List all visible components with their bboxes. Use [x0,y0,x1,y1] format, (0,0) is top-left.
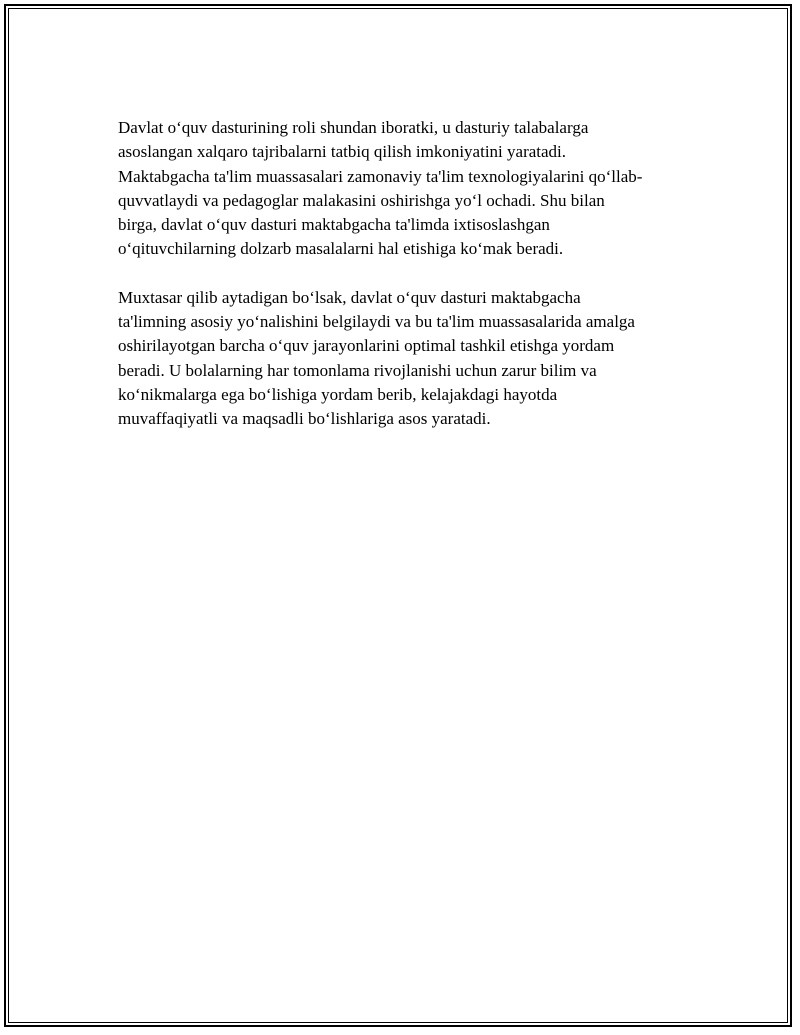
text-line: ko‘nikmalarga ega bo‘lishiga yordam berib, kelajakdagi hayotda [118,384,558,404]
paragraph-1 [118,116,688,262]
text-line: o‘qituvchilarning dolzarb masalalarni hal etishiga ko‘mak beradi. [118,239,564,259]
document-body [118,116,688,456]
text-line: asoslangan xalqaro tajribalarni tatbiq qilish imkoniyatini yaratadi. [118,142,567,162]
text-line: ta'limning asosiy yo‘nalishini belgilaydi va bu ta'lim muassasalarida amalga [118,312,635,332]
text-line: quvvatlaydi va pedagoglar malakasini oshirishga yo‘l ochadi. Shu bilan [118,190,605,210]
paragraph-2 [118,286,688,432]
text-line: oshirilayotgan barcha o‘quv jarayonlarini optimal tashkil etishga yordam [118,336,615,356]
text-line: beradi. U bolalarning har tomonlama rivojlanishi uchun zarur bilim va [118,360,597,380]
text-line: birga, davlat o‘quv dasturi maktabgacha ta'limda ixtisoslashgan [118,215,550,235]
text-line: muvaffaqiyatli va maqsadli bo‘lishlariga asos yaratadi. [118,409,491,429]
text-line: Muxtasar qilib aytadigan bo‘lsak, davlat o‘quv dasturi maktabgacha [118,287,581,307]
text-line: Davlat o‘quv dasturining roli shundan iboratki, u dasturiy talabalarga [118,118,589,137]
text-line: Maktabgacha ta'lim muassasalari zamonaviy ta'lim texnologiyalarini qo‘llab- [118,166,643,186]
